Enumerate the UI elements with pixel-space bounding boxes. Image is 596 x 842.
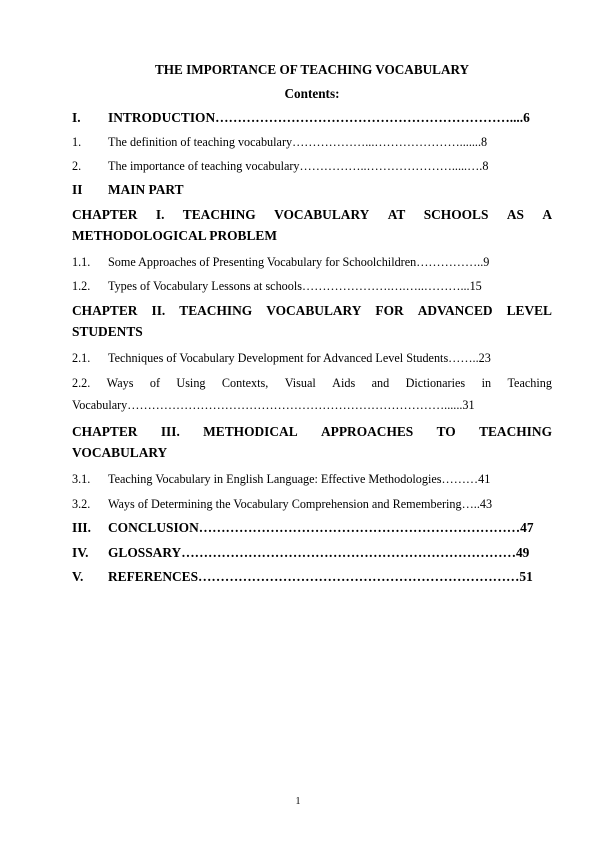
chapter-2-line-2: STUDENTS	[72, 324, 143, 339]
toc-entry-conclusion[interactable]	[72, 520, 552, 536]
word: Teaching	[507, 376, 552, 390]
word: AT	[387, 207, 406, 222]
word: ADVANCED	[417, 303, 493, 318]
document-title: THE IMPORTANCE OF TEACHING VOCABULARY	[154, 62, 470, 77]
word: Using	[176, 376, 206, 390]
word: TO	[436, 424, 456, 439]
toc-number: 1.1.	[72, 255, 91, 269]
word: TEACHING	[182, 207, 256, 222]
toc-text: Some Approaches of Presenting Vocabulary for Schoolchildren……………..9	[108, 255, 490, 269]
toc-text: REFERENCES………………………………………………………………51	[108, 569, 533, 584]
word: FOR	[375, 303, 404, 318]
word: METHODICAL	[203, 424, 298, 439]
word: Dictionaries	[405, 376, 466, 390]
word: LEVEL	[506, 303, 552, 318]
toc-number: I.	[72, 110, 81, 125]
toc-text: The definition of teaching vocabulary………………...………………….......8	[108, 135, 488, 149]
toc-text: GLOSSARY…………………………………………………………………49	[108, 545, 530, 560]
toc-number: 2.1.	[72, 351, 91, 365]
word: A	[542, 207, 552, 222]
word: CHAPTER	[72, 303, 138, 318]
word: Visual	[284, 376, 316, 390]
toc-number: V.	[72, 569, 84, 584]
word: III.	[160, 424, 180, 439]
word: CHAPTER	[72, 424, 138, 439]
toc-entry-main-part[interactable]	[72, 182, 552, 198]
chapter-3-line-1	[72, 424, 552, 440]
toc-chapter-2[interactable]	[72, 303, 552, 340]
contents-heading: Contents:	[284, 86, 340, 101]
toc-text: CONCLUSION………………………………………………………………47	[108, 520, 534, 535]
contexts-line-2: Vocabulary……………………………………………………………………......31	[72, 398, 475, 412]
toc-text: Ways of Determining the Vocabulary Comprehension and Remembering…..43	[108, 497, 493, 511]
toc-number: II	[72, 182, 83, 197]
toc-chapter-1[interactable]	[72, 207, 552, 244]
word: Ways	[106, 376, 134, 390]
word: VOCABULARY	[266, 303, 362, 318]
word: and	[371, 376, 390, 390]
contexts-line-1	[72, 376, 552, 391]
word: 2.2.	[72, 376, 91, 390]
toc-entry-contexts[interactable]	[72, 376, 552, 413]
document-page	[72, 0, 552, 842]
chapter-1-line-1	[72, 207, 552, 223]
toc-text: Teaching Vocabulary in English Language: Effective Methodologies………41	[108, 472, 491, 486]
toc-entry-glossary[interactable]	[72, 545, 552, 561]
toc-number: 2.	[72, 159, 82, 173]
toc-entry-definition[interactable]	[72, 135, 552, 150]
word: Aids	[332, 376, 356, 390]
word: TEACHING	[179, 303, 253, 318]
toc-text: The importance of teaching vocabulary……………..………………….....….8	[108, 159, 489, 173]
toc-entry-comprehension[interactable]	[72, 497, 552, 512]
chapter-3-line-2: VOCABULARY	[72, 445, 168, 460]
toc-entry-introduction[interactable]	[72, 110, 552, 126]
word: Contexts,	[221, 376, 269, 390]
toc-entry-methodologies[interactable]	[72, 472, 552, 487]
word: SCHOOLS	[423, 207, 489, 222]
toc-entry-importance[interactable]	[72, 159, 552, 174]
word: I.	[155, 207, 165, 222]
toc-entry-approaches[interactable]	[72, 255, 552, 270]
toc-number: IV.	[72, 545, 89, 560]
word: TEACHING	[479, 424, 552, 439]
chapter-1-line-2: METHODOLOGICAL PROBLEM	[72, 228, 277, 243]
toc-text: MAIN PART	[108, 182, 184, 197]
toc-number: 1.2.	[72, 279, 91, 293]
toc-number: 3.2.	[72, 497, 91, 511]
page-number: 1	[295, 796, 301, 807]
toc-entry-techniques[interactable]	[72, 351, 552, 366]
toc-text: Types of Vocabulary Lessons at schools………………….….…..………...15	[108, 279, 482, 293]
word: in	[481, 376, 492, 390]
word: II.	[151, 303, 166, 318]
toc-text: INTRODUCTION…………………………………………………………....6	[108, 110, 530, 125]
word: of	[149, 376, 160, 390]
toc-number: III.	[72, 520, 91, 535]
word: AS	[506, 207, 524, 222]
toc-chapter-3[interactable]	[72, 424, 552, 461]
toc-entry-lesson-types[interactable]	[72, 279, 552, 294]
toc-entry-references[interactable]	[72, 569, 552, 585]
word: CHAPTER	[72, 207, 138, 222]
word: APPROACHES	[321, 424, 414, 439]
toc-text: Techniques of Vocabulary Development for Advanced Level Students……..23	[108, 351, 491, 365]
toc-number: 1.	[72, 135, 82, 149]
chapter-2-line-1	[72, 303, 552, 319]
toc-number: 3.1.	[72, 472, 91, 486]
word: VOCABULARY	[274, 207, 370, 222]
